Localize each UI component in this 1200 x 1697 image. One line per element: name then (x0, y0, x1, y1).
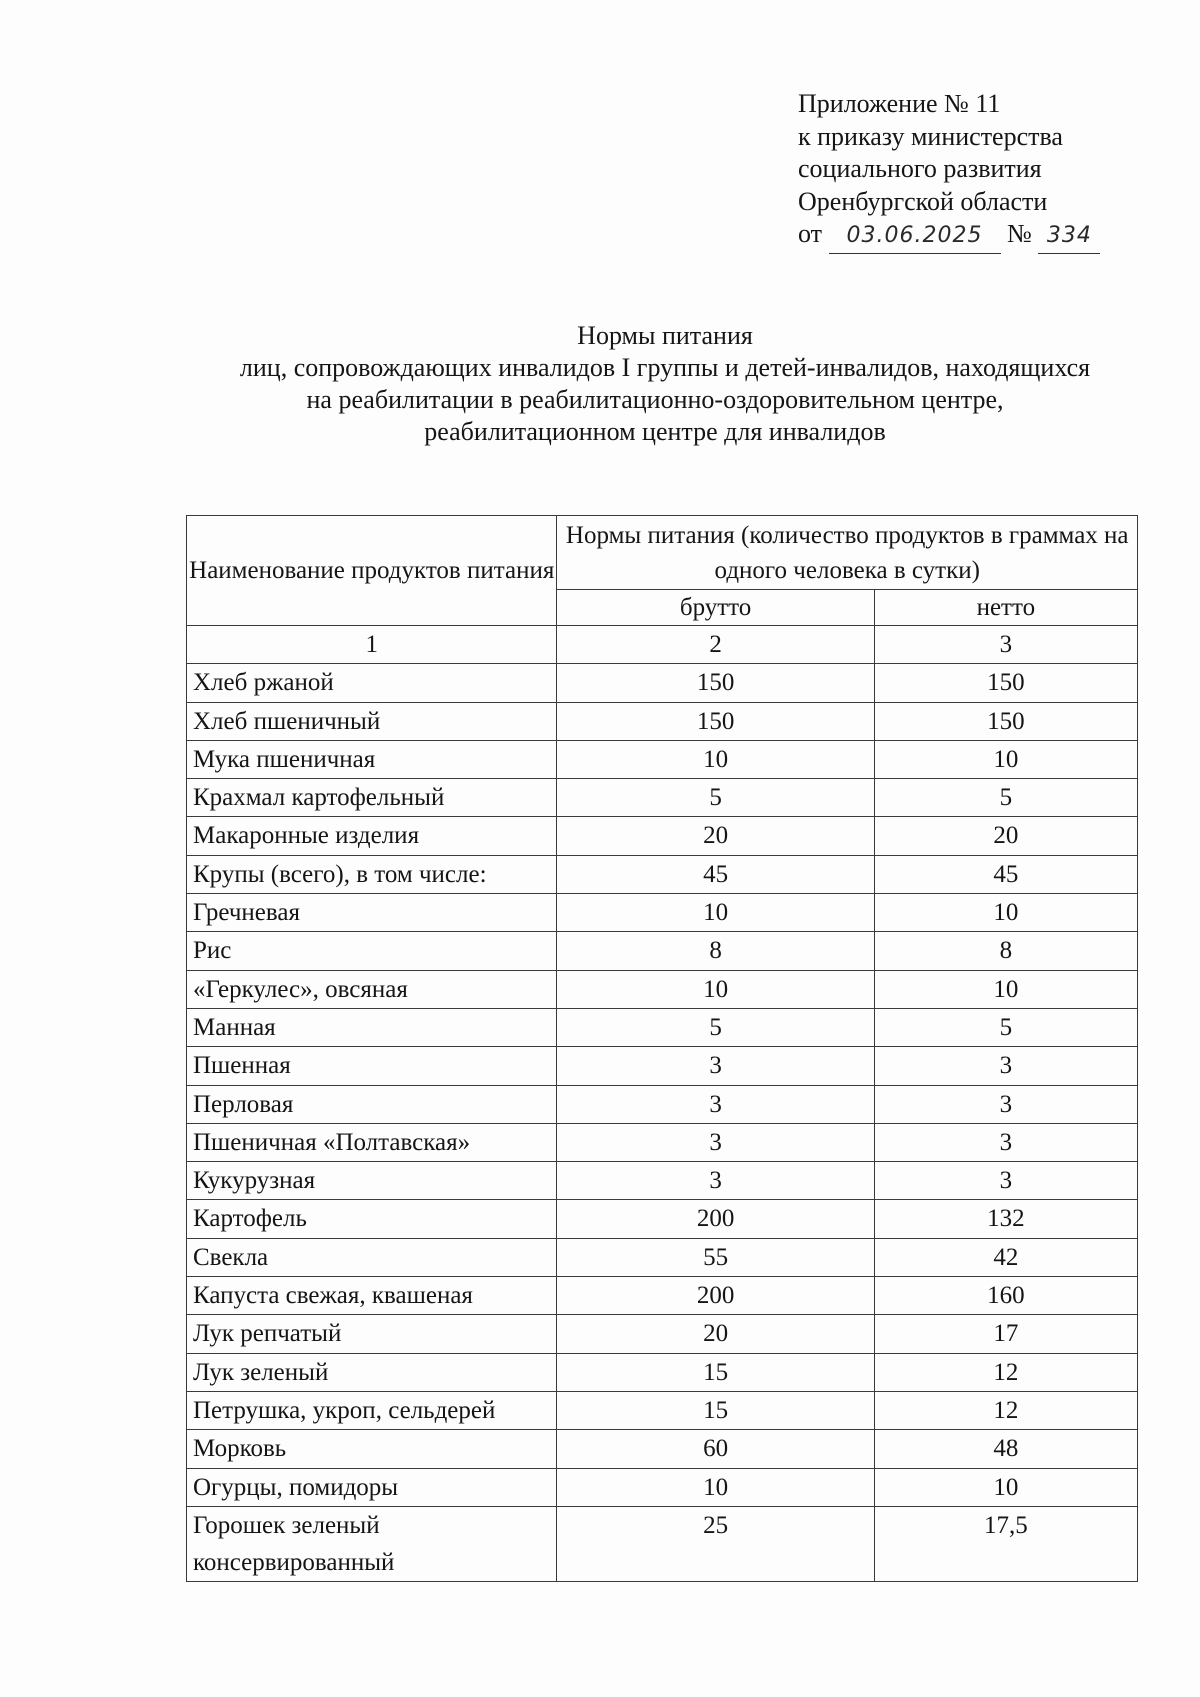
header-product-name: Наименование продуктов питания (187, 516, 557, 626)
product-name-cell: Лук репчатый (187, 1315, 557, 1353)
appendix-line-3: социального развития (798, 154, 1042, 183)
appendix-date-line (798, 218, 1100, 254)
net-value-cell: 12 (874, 1353, 1137, 1391)
title-line-4: реабилитационном центре для инвалидов (424, 417, 886, 446)
gross-value-cell: 10 (557, 1468, 874, 1506)
net-value-cell: 10 (874, 740, 1137, 778)
header-gross: брутто (557, 590, 874, 626)
appendix-line-1: Приложение № 11 (798, 89, 1001, 118)
product-name-cell: Пшенная (187, 1047, 557, 1085)
gross-value-cell: 60 (557, 1430, 874, 1468)
product-name-cell: Манная (187, 1008, 557, 1046)
product-name-cell: Хлеб пшеничный (187, 702, 557, 740)
title-line-1: Нормы питания (577, 321, 753, 350)
net-value-cell: 3 (874, 1047, 1137, 1085)
net-value-cell: 10 (874, 1468, 1137, 1506)
net-value-cell: 3 (874, 1162, 1137, 1200)
net-value-cell: 17,5 (874, 1506, 1137, 1581)
table-row (187, 1085, 1138, 1123)
net-value-cell: 10 (874, 894, 1137, 932)
table-row (187, 702, 1138, 740)
net-value-cell: 5 (874, 1008, 1137, 1046)
table-row (187, 932, 1138, 970)
net-value-cell: 48 (874, 1430, 1137, 1468)
gross-value-cell: 3 (557, 1123, 874, 1161)
gross-value-cell: 45 (557, 855, 874, 893)
table-row (187, 779, 1138, 817)
net-value-cell: 20 (874, 817, 1137, 855)
index-cell: 2 (557, 626, 874, 664)
product-name-cell: Капуста свежая, квашеная (187, 1277, 557, 1315)
table-row (187, 664, 1138, 702)
net-value-cell: 42 (874, 1238, 1137, 1276)
gross-value-cell: 20 (557, 1315, 874, 1353)
title-line-2: лиц, сопровождающих инвалидов I группы и детей-инвалидов, находящихся (239, 353, 1091, 382)
gross-value-cell: 5 (557, 1008, 874, 1046)
index-cell: 3 (874, 626, 1137, 664)
product-name-cell: Горошек зеленый консервированный (187, 1506, 557, 1581)
table-row (187, 1315, 1138, 1353)
gross-value-cell: 8 (557, 932, 874, 970)
net-value-cell: 3 (874, 1085, 1137, 1123)
net-value-cell: 8 (874, 932, 1137, 970)
table-row (187, 1430, 1138, 1468)
net-value-cell: 17 (874, 1315, 1137, 1353)
table-row (187, 1277, 1138, 1315)
gross-value-cell: 3 (557, 1085, 874, 1123)
table-row (187, 1353, 1138, 1391)
net-value-cell: 10 (874, 970, 1137, 1008)
gross-value-cell: 10 (557, 740, 874, 778)
appendix-line-2: к приказу министерства (798, 121, 1063, 151)
title-line-3: на реабилитации в реабилитационно-оздоровительном центре, (306, 385, 1004, 414)
gross-value-cell: 150 (557, 664, 874, 702)
appendix-line-4: Оренбургской области (798, 186, 1048, 216)
net-value-cell: 12 (874, 1391, 1137, 1429)
product-name-cell: Пшеничная «Полтавская» (187, 1123, 557, 1161)
net-value-cell: 150 (874, 664, 1137, 702)
number-label: № (1007, 219, 1032, 248)
product-name-cell: Гречневая (187, 894, 557, 932)
product-name-cell: Перловая (187, 1085, 557, 1123)
table-row (187, 1391, 1138, 1429)
net-value-cell: 45 (874, 855, 1137, 893)
gross-value-cell: 20 (557, 817, 874, 855)
order-date: 03.06.2025 (829, 220, 1001, 254)
gross-value-cell: 25 (557, 1506, 874, 1581)
net-value-cell: 132 (874, 1200, 1137, 1238)
gross-value-cell: 5 (557, 779, 874, 817)
appendix-block (798, 88, 1100, 254)
product-name-cell: Картофель (187, 1200, 557, 1238)
net-value-cell: 160 (874, 1277, 1137, 1315)
order-number: 334 (1038, 220, 1100, 254)
index-row (187, 626, 1138, 664)
product-name-cell: Крахмал картофельный (187, 779, 557, 817)
header-net: нетто (874, 590, 1137, 626)
net-value-cell: 3 (874, 1123, 1137, 1161)
gross-value-cell: 3 (557, 1162, 874, 1200)
gross-value-cell: 55 (557, 1238, 874, 1276)
table-row (187, 740, 1138, 778)
table-row (187, 1468, 1138, 1506)
gross-value-cell: 10 (557, 894, 874, 932)
gross-value-cell: 15 (557, 1353, 874, 1391)
product-name-cell: Петрушка, укроп, сельдерей (187, 1391, 557, 1429)
table-row (187, 1047, 1138, 1085)
table-row (187, 1200, 1138, 1238)
product-name-cell: Свекла (187, 1238, 557, 1276)
table-row (187, 1162, 1138, 1200)
from-label: от (798, 219, 823, 248)
table-row (187, 1008, 1138, 1046)
gross-value-cell: 15 (557, 1391, 874, 1429)
product-name-cell: Мука пшеничная (187, 740, 557, 778)
gross-value-cell: 200 (557, 1200, 874, 1238)
document-title (150, 320, 1150, 448)
gross-value-cell: 200 (557, 1277, 874, 1315)
gross-value-cell: 10 (557, 970, 874, 1008)
gross-value-cell: 3 (557, 1047, 874, 1085)
product-name-cell: «Геркулес», овсяная (187, 970, 557, 1008)
index-cell: 1 (187, 626, 557, 664)
table-row (187, 894, 1138, 932)
table-row (187, 855, 1138, 893)
table-row (187, 817, 1138, 855)
header-norms: Нормы питания (количество продуктов в граммах на одного человека в сутки) (557, 516, 1138, 590)
product-name-cell: Крупы (всего), в том числе: (187, 855, 557, 893)
product-name-cell: Макаронные изделия (187, 817, 557, 855)
product-name-cell: Морковь (187, 1430, 557, 1468)
net-value-cell: 5 (874, 779, 1137, 817)
product-name-cell: Рис (187, 932, 557, 970)
product-name-cell: Лук зеленый (187, 1353, 557, 1391)
nutrition-norms-table (186, 515, 1138, 1582)
table-row (187, 1123, 1138, 1161)
net-value-cell: 150 (874, 702, 1137, 740)
table-row (187, 970, 1138, 1008)
product-name-cell: Огурцы, помидоры (187, 1468, 557, 1506)
product-name-cell: Хлеб ржаной (187, 664, 557, 702)
table-row (187, 1506, 1138, 1581)
gross-value-cell: 150 (557, 702, 874, 740)
product-name-cell: Кукурузная (187, 1162, 557, 1200)
table-row (187, 1238, 1138, 1276)
